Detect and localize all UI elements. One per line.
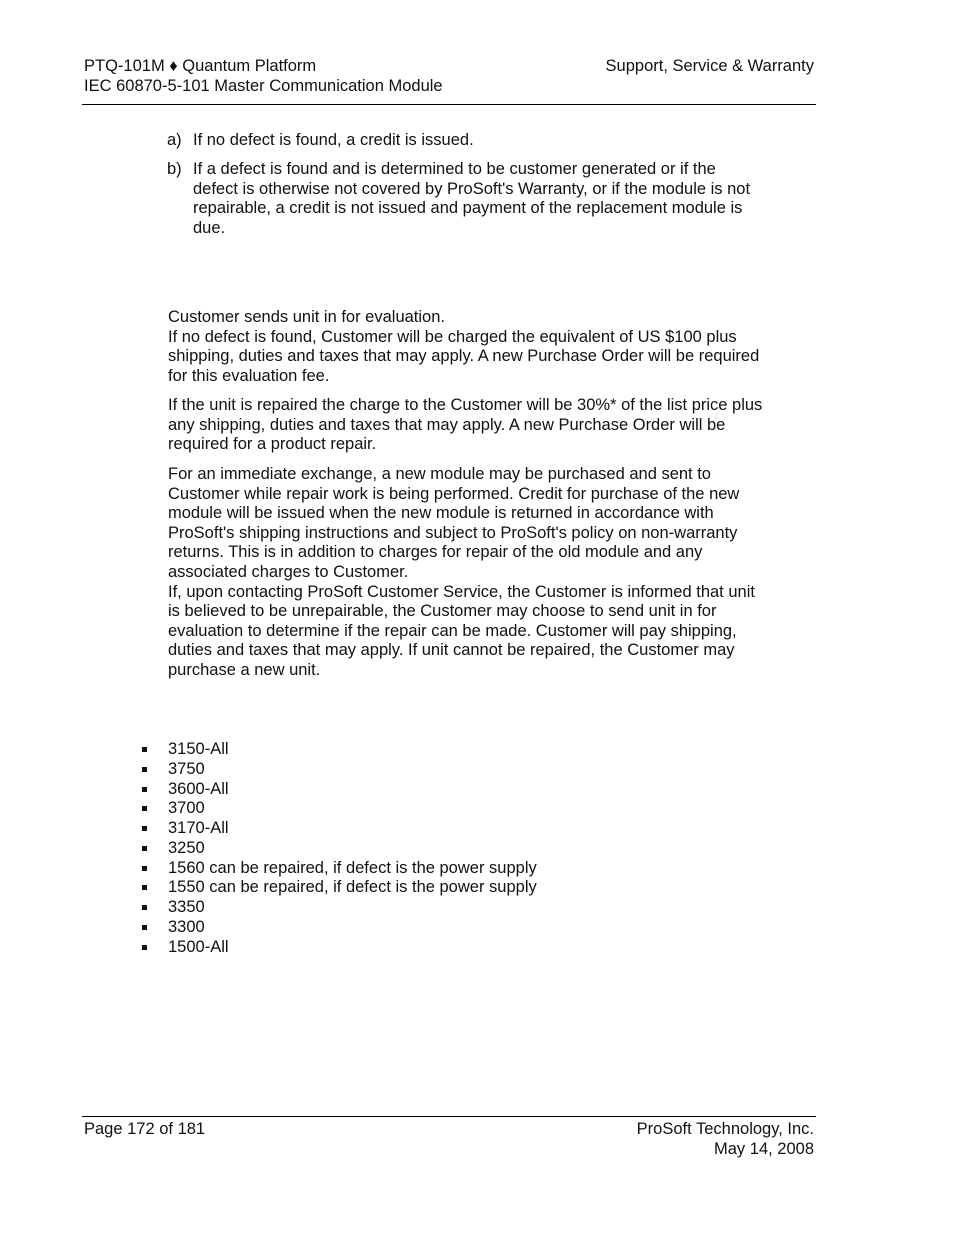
list-item: 3300 <box>140 918 760 938</box>
bullet-square-icon <box>142 866 147 871</box>
header-product-line: PTQ-101M ♦ Quantum Platform <box>84 57 317 75</box>
paragraph-text: Customer sends unit in for evaluation. <box>168 308 445 326</box>
list-item: 1560 can be repaired, if defect is the power supply <box>140 859 760 879</box>
bullet-square-icon <box>142 905 147 910</box>
paragraph-text: If, upon contacting ProSoft Customer Service, the Customer is informed that unit is believed to be unrepairable, the Customer may choose to send unit in for evaluation to determine if the repair can be made. Customer will pay shipping, duties and taxes that may apply. If unit cannot be repaired, the Customer may purchase a new unit. <box>168 582 755 679</box>
bullet-square-icon <box>142 747 147 752</box>
paragraph-text: For an immediate exchange, a new module may be purchased and sent to Customer while repair work is being performed. Credit for purchase of the new module will be issued when the new module is returned in accordance with ProSoft's shipping instructions and subject to ProSoft's policy on non-warranty returns. This is in addition to charges for repair of the old module and any associated charges to Customer. <box>168 465 740 581</box>
list-marker: a) <box>167 131 182 149</box>
model-list <box>140 740 760 957</box>
list-item: 1500-All <box>140 938 760 958</box>
bullet-square-icon <box>142 767 147 772</box>
list-item: 3750 <box>140 760 760 780</box>
footer-right <box>637 1120 814 1159</box>
header-module-title: IEC 60870-5-101 Master Communication Module <box>84 76 443 95</box>
paragraph <box>168 396 768 455</box>
list-item: 1550 can be repaired, if defect is the power supply <box>140 878 760 898</box>
header-divider <box>82 104 816 105</box>
list-item-text: If no defect is found, a credit is issued. <box>193 131 474 149</box>
bullet-square-icon <box>142 826 147 831</box>
bullet-square-icon <box>142 945 147 950</box>
paragraph-text: If the unit is repaired the charge to the Customer will be 30%* of the list price plus any shipping, duties and taxes that may apply. A new Purchase Order will be required for a product repair. <box>168 396 763 454</box>
bullet-square-icon <box>142 885 147 890</box>
list-item: 3700 <box>140 799 760 819</box>
list-item: 3350 <box>140 898 760 918</box>
header-left <box>84 57 564 96</box>
list-item: 3170-All <box>140 819 760 839</box>
list-marker: b) <box>167 160 182 178</box>
page-number: Page 172 of 181 <box>84 1120 206 1138</box>
list-item: 3150-All <box>140 740 760 760</box>
company-name: ProSoft Technology, Inc. <box>636 1120 814 1138</box>
bullet-square-icon <box>142 806 147 811</box>
list-item: 3250 <box>140 839 760 859</box>
footer-divider <box>82 1116 816 1117</box>
paragraph-text: If no defect is found, Customer will be charged the equivalent of US $100 plus shipping, duties and taxes that may apply. A new Purchase Order will be required for this evaluation fee. <box>168 327 760 385</box>
bullet-square-icon <box>142 846 147 851</box>
bullet-square-icon <box>142 925 147 930</box>
paragraph <box>168 308 768 386</box>
header-section-title: Support, Service & Warranty <box>605 57 814 75</box>
paragraph <box>168 465 768 681</box>
list-item-text: If a defect is found and is determined to be customer generated or if the defect is otherwise not covered by ProSoft's Warranty, or if the module is not repairable, a credit is not issued and payment of the replacement module is due. <box>193 160 751 237</box>
publication-date: May 14, 2008 <box>714 1139 814 1158</box>
bullet-square-icon <box>142 787 147 792</box>
list-item: 3600-All <box>140 780 760 800</box>
